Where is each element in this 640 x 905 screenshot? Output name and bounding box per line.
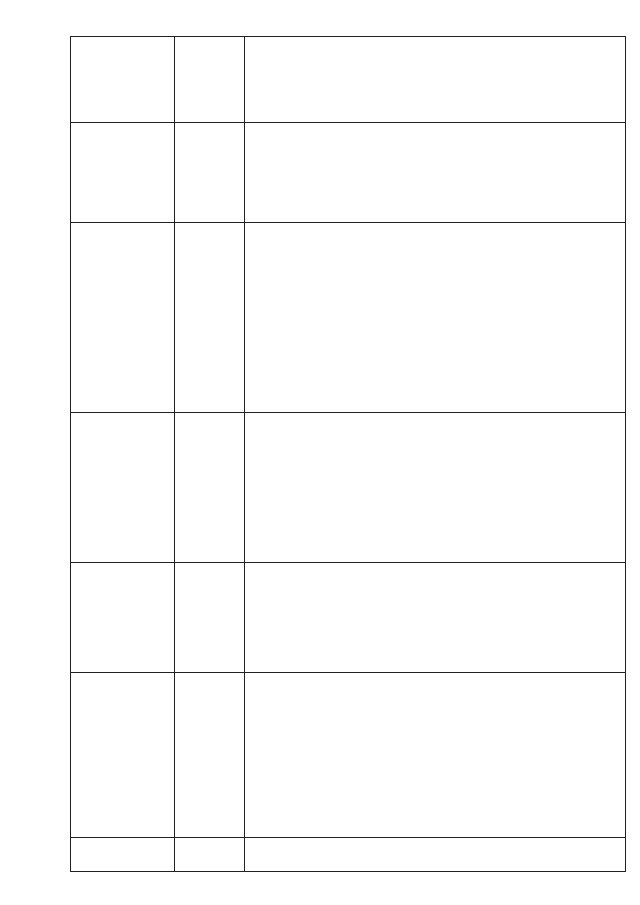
cell bbox=[175, 223, 245, 413]
row-number bbox=[245, 838, 626, 872]
table-row bbox=[175, 37, 245, 872]
cell bbox=[175, 413, 245, 563]
cell bbox=[245, 123, 626, 223]
cell bbox=[71, 563, 175, 673]
cell bbox=[71, 123, 175, 223]
cell bbox=[245, 413, 626, 563]
cell bbox=[245, 563, 626, 673]
row-number bbox=[71, 838, 175, 872]
unit-name bbox=[245, 673, 626, 838]
cell bbox=[245, 223, 626, 413]
table-row bbox=[245, 37, 626, 872]
cell bbox=[71, 413, 175, 563]
cell bbox=[245, 37, 626, 123]
row-number bbox=[175, 838, 245, 872]
table-row bbox=[71, 37, 175, 872]
cell bbox=[71, 223, 175, 413]
unit-name bbox=[71, 673, 175, 838]
cell bbox=[175, 563, 245, 673]
cell bbox=[175, 37, 245, 123]
unit-name bbox=[175, 673, 245, 838]
rotated-table-container bbox=[70, 37, 625, 872]
cell bbox=[175, 123, 245, 223]
cell bbox=[71, 37, 175, 123]
requirements-table bbox=[70, 36, 626, 872]
